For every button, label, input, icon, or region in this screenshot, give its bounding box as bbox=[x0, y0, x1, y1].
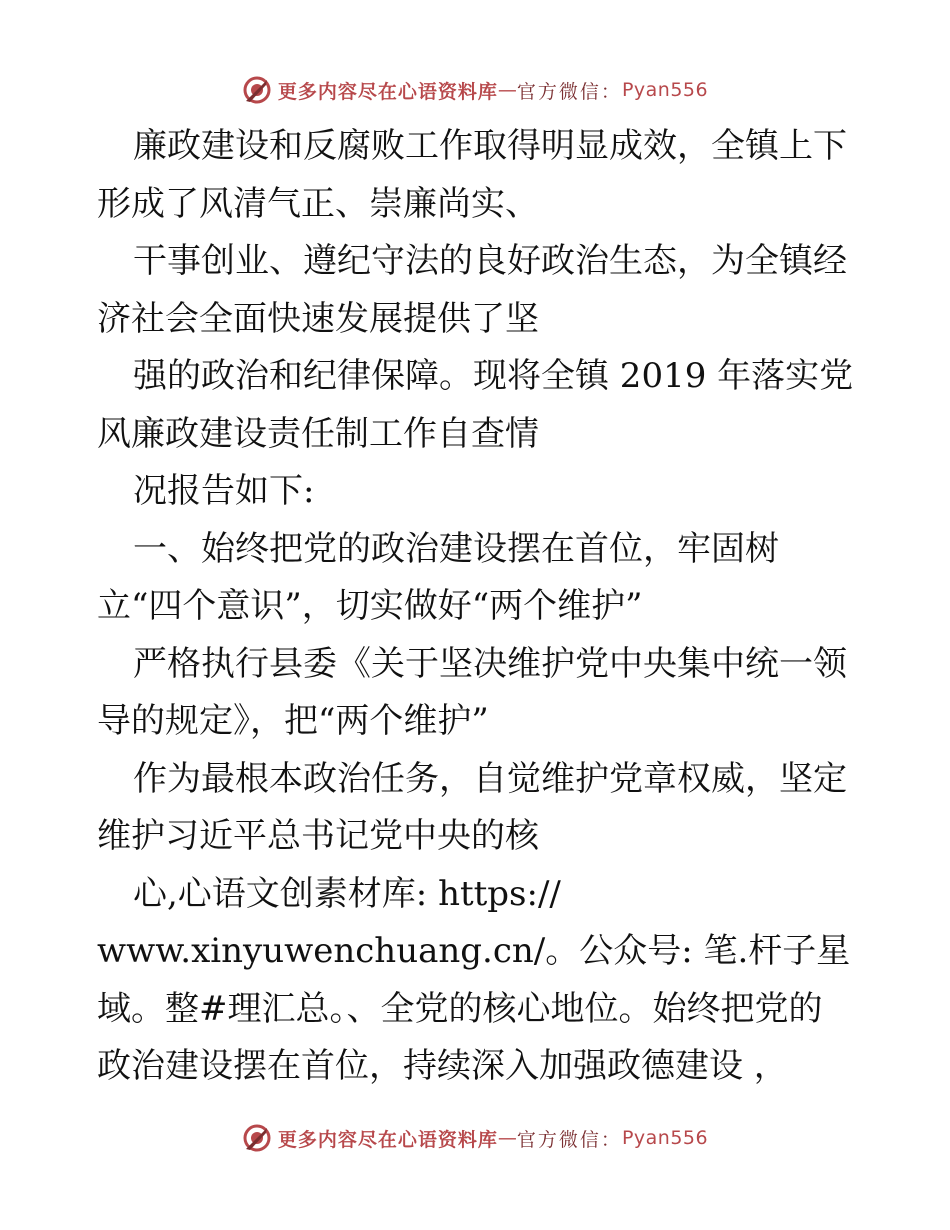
text-line: 形成了风清气正、崇廉尚实、 bbox=[97, 183, 539, 224]
watermark-text: 更多内容尽在心语资料库 bbox=[277, 80, 498, 103]
text-line: 干事创业、遵纪守法的良好政治生态，为全镇经 bbox=[133, 241, 847, 281]
watermark-wechat-id: Pyan556 bbox=[621, 79, 709, 101]
watermark-official-label: 官方微信： bbox=[516, 80, 622, 103]
text-line: 政治建设摆在首位，持续深入加强政德建设 ， bbox=[97, 1046, 788, 1086]
text-line: 作为最根本政治任务，自觉维护党章权威，坚定 bbox=[133, 758, 847, 799]
text-line: www.xinyuwenchuang.cn/。公众号: 笔.杆子星 bbox=[97, 931, 851, 971]
quill-seal-icon bbox=[242, 75, 272, 105]
text-line: 况报告如下: bbox=[133, 471, 315, 511]
document-body bbox=[97, 118, 857, 1096]
watermark-text: 更多内容尽在心语资料库 bbox=[277, 1128, 498, 1151]
text-line: 维护习近平总书记党中央的核 bbox=[97, 816, 539, 856]
text-line: 风廉政建设责任制工作自查情 bbox=[97, 413, 539, 454]
footer-watermark bbox=[0, 1118, 950, 1158]
text-line: 域。整#理汇总。、全党的核心地位。始终把党的 bbox=[97, 988, 823, 1029]
text-line: 立“四个意识”，切实做好“两个维护” bbox=[97, 586, 643, 626]
text-line: 廉政建设和反腐败工作取得明显成效，全镇上下 bbox=[133, 126, 847, 166]
text-line: 心,心语文创素材库: https:// bbox=[133, 873, 561, 914]
text-line: 一、始终把党的政治建设摆在首位，牢固树 bbox=[133, 528, 779, 569]
watermark-official-label: 官方微信： bbox=[516, 1128, 622, 1151]
text-line: 导的规定》，把“两个维护” bbox=[97, 701, 489, 741]
watermark-separator: — bbox=[497, 1127, 517, 1149]
watermark-separator: — bbox=[497, 79, 517, 101]
text-line: 强的政治和纪律保障。现将全镇 2019 年落实党 bbox=[133, 356, 854, 396]
text-line: 济社会全面快速发展提供了坚 bbox=[97, 298, 539, 339]
header-watermark bbox=[0, 70, 950, 110]
watermark-wechat-id: Pyan556 bbox=[621, 1127, 709, 1149]
text-line: 严格执行县委《关于坚决维护党中央集中统一领 bbox=[133, 643, 847, 684]
quill-seal-icon bbox=[242, 1123, 272, 1153]
